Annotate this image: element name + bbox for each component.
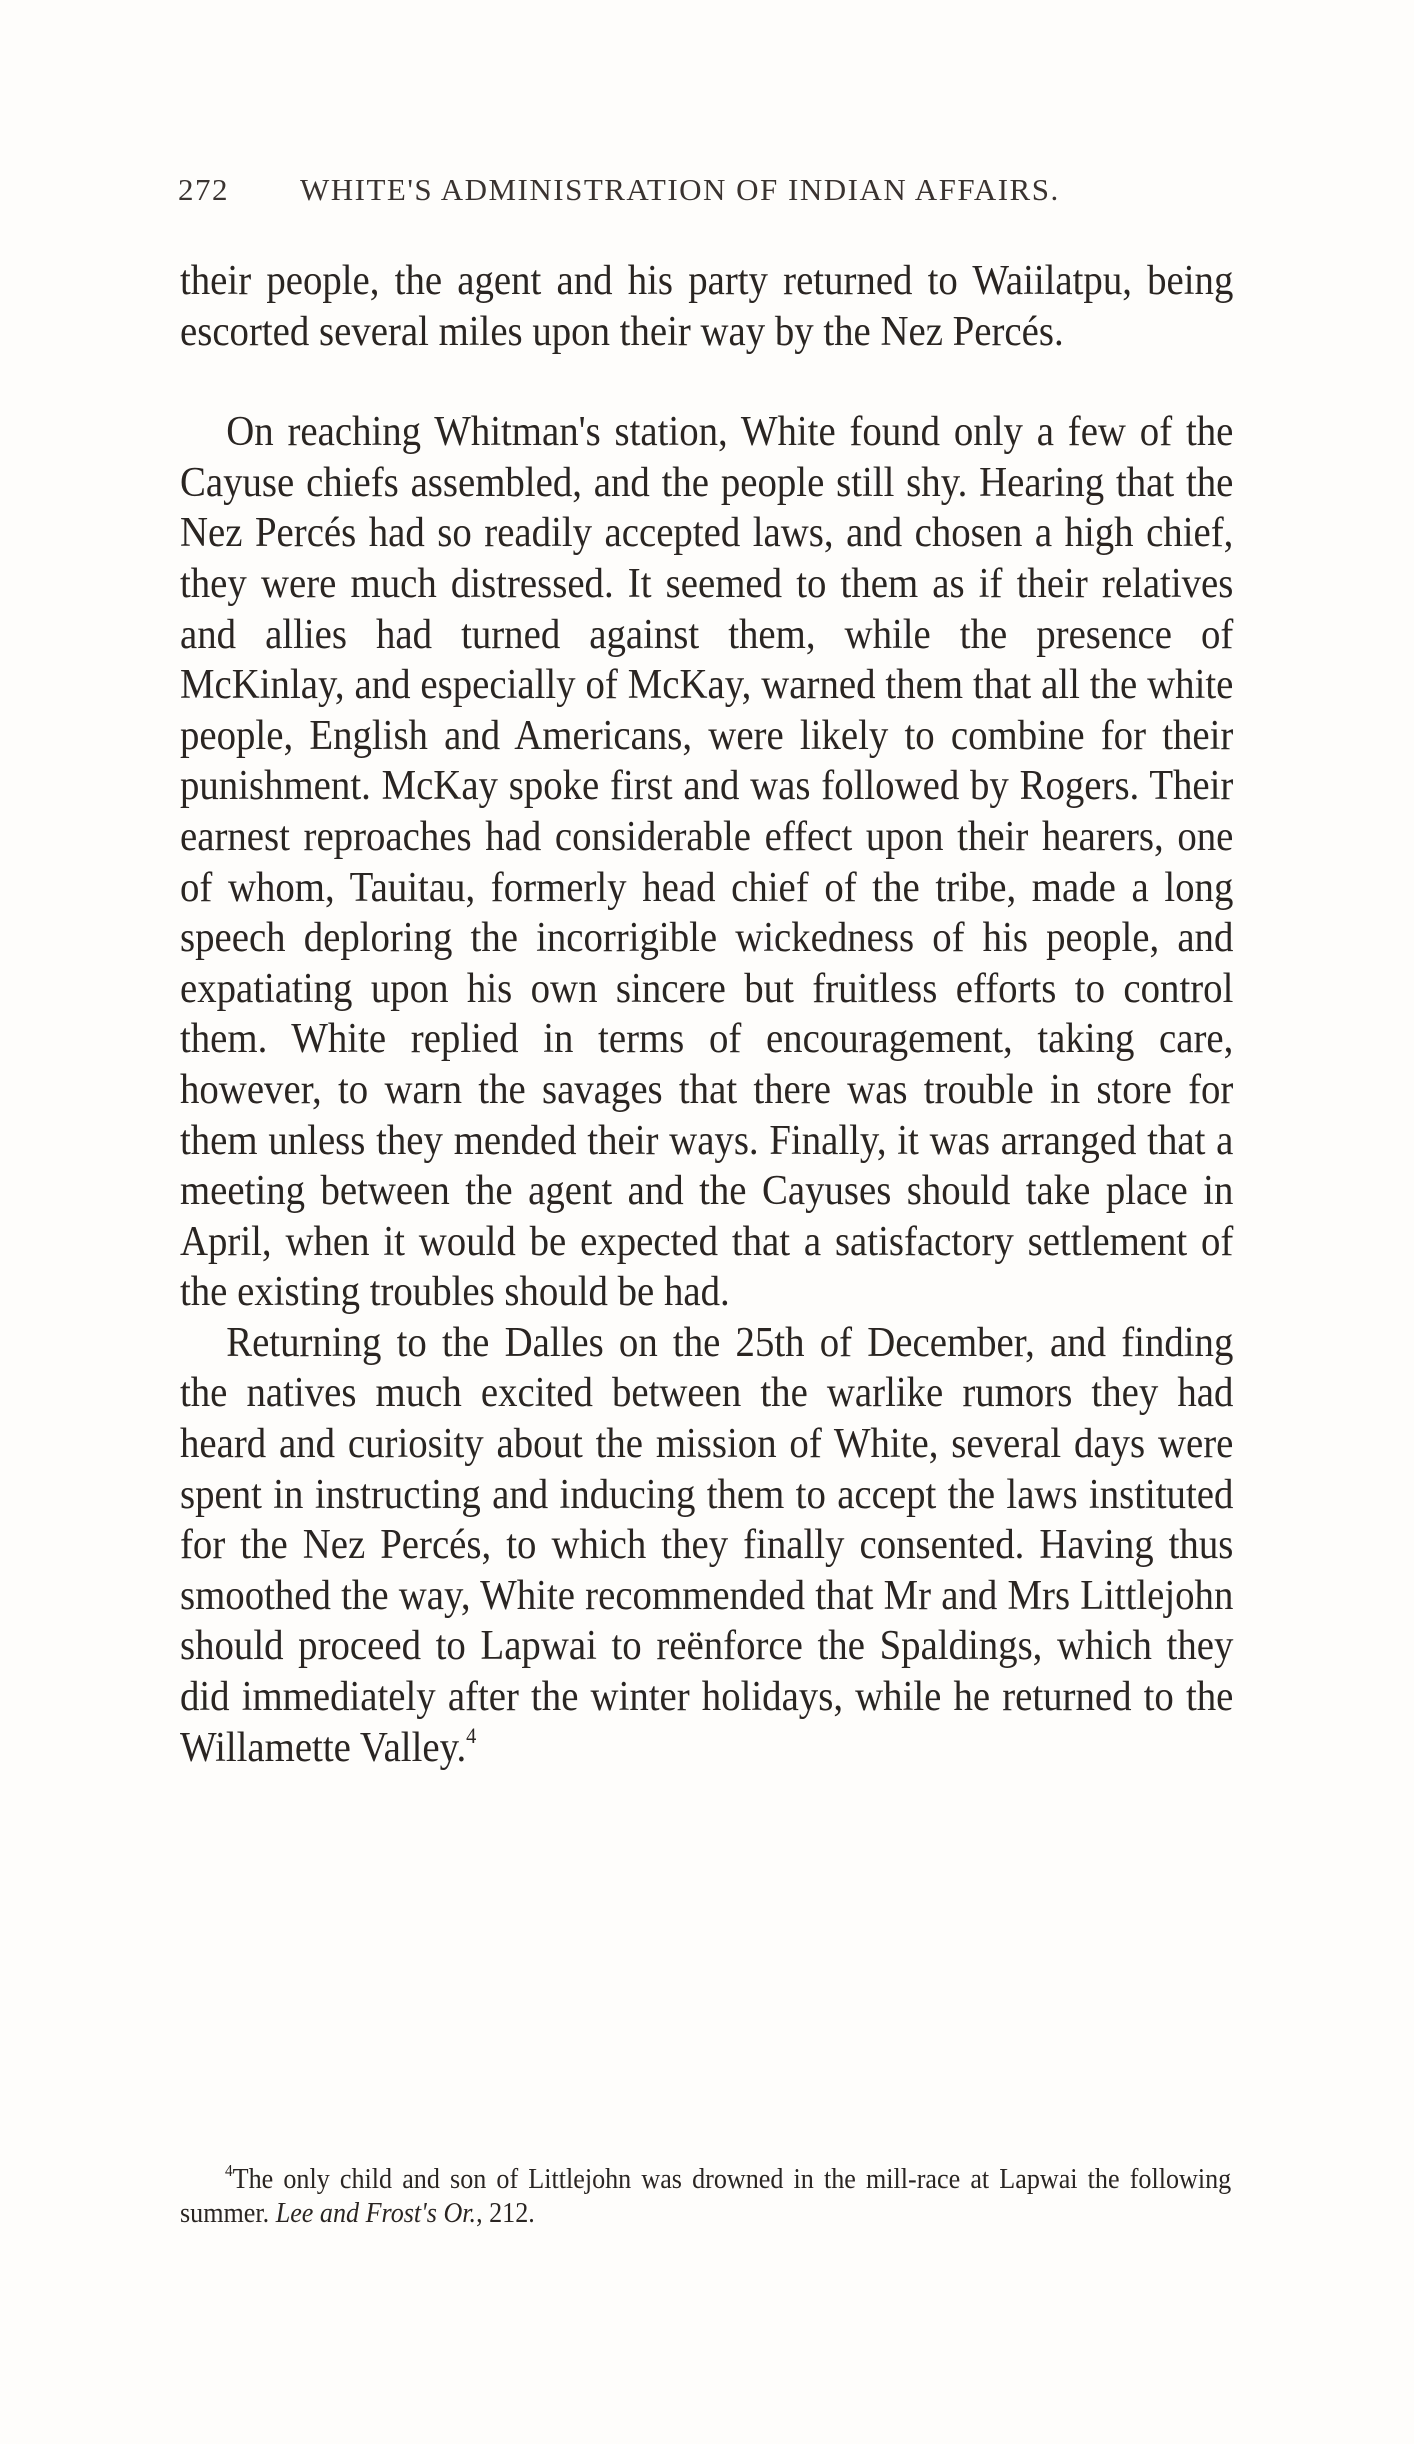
running-head <box>178 172 1208 216</box>
footnote-marker: 4 <box>225 2161 233 2180</box>
footnote-page: , 212. <box>476 2197 535 2229</box>
running-head-title: WHITE'S ADMINISTRATION OF INDIAN AFFAIRS. <box>300 172 1060 207</box>
paragraph-returning-dalles-text: Returning to the Dalles on the 25th of December, and finding the natives much excited between the warlike rumors they had heard and curiosity about the mission of White, several days were spent in instructing and inducing them to accept the laws instituted for the Nez Percés, to which they finally consented. Having thus smoothed the way, White recommended that Mr and Mrs Littlejohn should proceed to Lapwai to reënforce the Spaldings, which they did immediately after the winter holidays, while he returned to the Willamette Valley. <box>180 1319 1234 1771</box>
body-text <box>180 256 1233 1773</box>
footnote <box>180 2162 1231 2230</box>
paragraph-whitman-station: On reaching Whitman's station, White found only a few of the Cayuse chiefs assembled, and the people still shy. Hearing that the Nez Percés had so readily accepted laws, and chosen a high chief, they were much distressed. It seemed to them as if their relatives and allies had turned against them, while the presence of McKinlay, and especially of McKay, warned them that all the white people, English and Americans, were likely to combine for their punishment. McKay spoke first and was followed by Rogers. Their earnest reproaches had considerable effect upon their hearers, one of whom, Tauitau, formerly head chief of the tribe, made a long speech deploring the incorrigible wickedness of his people, and expatiating upon his own sincere but fruitless efforts to control them. White replied in terms of encouragement, taking care, however, to warn the savages that there was trouble in store for them unless they mended their ways. Finally, it was arranged that a meeting between the agent and the Cayuses should take place in April, when it would be expected that a satisfactory settlement of the existing troubles should be had. <box>180 409 1234 1316</box>
footnote-reference: 4 <box>466 1722 477 1748</box>
paragraph-returning-dalles <box>180 1318 1233 1773</box>
footnote-citation: Lee and Frost's Or. <box>275 2197 477 2229</box>
page-number: 272 <box>178 172 229 207</box>
footnote-text: The only child and son of Littlejohn was drowned in the mill-race at Lapwai the following summer. <box>180 2163 1232 2229</box>
paragraph-continued: their people, the agent and his party returned to Waiilatpu, being escorted several miles upon their way by the Nez Percés. <box>180 258 1234 355</box>
